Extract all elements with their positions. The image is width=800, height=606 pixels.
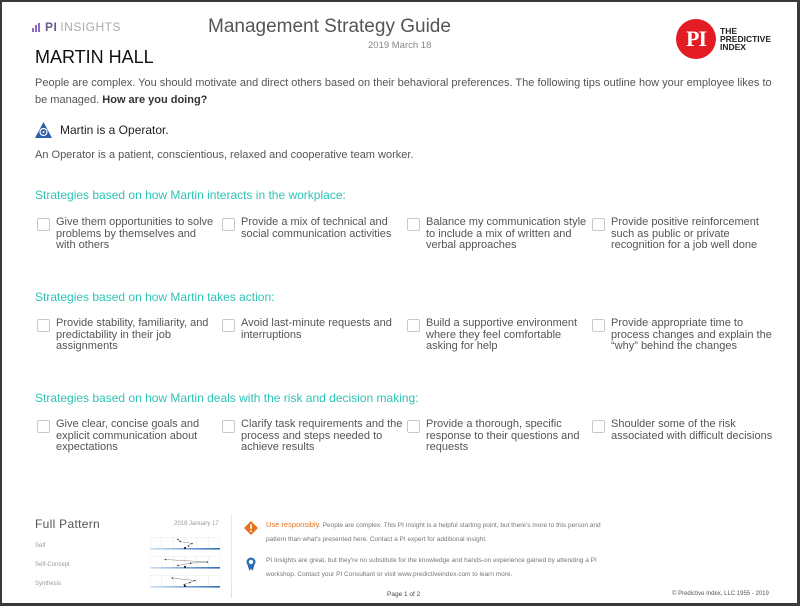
pattern-chart-self-concept — [150, 556, 220, 570]
strategy-row-risk — [37, 419, 777, 454]
predictive-index-logo — [676, 19, 771, 59]
warning-icon — [244, 521, 258, 535]
pattern-chart-self — [150, 537, 220, 551]
strategy-item[interactable]: Avoid last-minute requests and interruptions — [222, 318, 407, 353]
logo-wordmark: THE PREDICTIVE INDEX — [720, 26, 772, 52]
pattern-point — [177, 565, 179, 567]
strategy-checkbox[interactable] — [407, 218, 420, 231]
workshop-note: PI Insights are great, but they're no substitute for the knowledge and hands-on experience gained by attending a PI workshop. Contact your PI Consultant or visit www.predictiveindex.com to learn more. — [244, 554, 606, 582]
pattern-axis-center — [184, 547, 186, 549]
pattern-point — [189, 582, 191, 584]
strategy-checkbox[interactable] — [407, 319, 420, 332]
strategy-item[interactable]: Give clear, concise goals and explicit communication about expectations — [37, 419, 222, 454]
pattern-point — [165, 559, 167, 561]
profile-heading — [35, 122, 169, 138]
strategy-checkbox[interactable] — [407, 420, 420, 433]
strategy-checkbox[interactable] — [592, 319, 605, 332]
strategy-item[interactable]: Balance my communication style to include a mix of written and verbal approaches — [407, 217, 592, 252]
pi-logo-mark: PI — [676, 19, 716, 59]
copyright: © Predictive Index, LLC 1955 - 2019 — [672, 591, 769, 597]
section-title-risk: Strategies based on how Martin deals with the risk and decision making: — [35, 391, 419, 405]
strategy-item[interactable]: Provide a thorough, specific response to their questions and requests — [407, 419, 592, 454]
strategy-item[interactable]: Provide appropriate time to process changes and explain the “why” behind the changes — [592, 318, 777, 353]
strategy-checkbox[interactable] — [37, 420, 50, 433]
strategy-row-action — [37, 318, 777, 353]
strategy-item[interactable]: Build a supportive environment where they feel comfortable asking for help — [407, 318, 592, 353]
pattern-point — [207, 561, 209, 563]
strategy-checkbox[interactable] — [592, 218, 605, 231]
award-ribbon-icon — [244, 557, 258, 571]
pi-insights-brand — [32, 20, 121, 34]
strategy-checkbox[interactable] — [222, 218, 235, 231]
strategy-checkbox[interactable] — [37, 218, 50, 231]
strategy-item[interactable]: Provide a mix of technical and social communication activities — [222, 217, 407, 252]
brand-suffix: INSIGHTS — [60, 20, 122, 34]
strategy-item[interactable]: Give them opportunities to solve problems by themselves and with others — [37, 217, 222, 252]
strategy-checkbox[interactable] — [592, 420, 605, 433]
section-title-workplace: Strategies based on how Martin interacts in the workplace: — [35, 188, 346, 202]
pattern-label-self: Self — [35, 543, 46, 549]
pattern-label-self-concept: Self-Concept — [35, 562, 70, 568]
pattern-point — [179, 541, 181, 543]
pattern-point — [177, 539, 179, 541]
pattern-point — [194, 580, 196, 582]
pattern-point — [191, 543, 193, 545]
full-pattern-title: Full Pattern — [35, 517, 100, 531]
profile-label: Martin is a Operator. — [60, 123, 169, 137]
page-number: Page 1 of 2 — [387, 591, 421, 598]
person-name: MARTIN HALL — [35, 47, 154, 67]
strategy-checkbox[interactable] — [222, 319, 235, 332]
strategy-checkbox[interactable] — [37, 319, 50, 332]
strategy-row-workplace — [37, 217, 777, 252]
how-are-you-doing: How are you doing? — [102, 94, 208, 106]
use-responsibly-note: Use responsibly. People are complex. This PI Insight is a helpful starting point, but there's more to this person and pattern than what's presented here. Contact a PI expert for additional insight. — [244, 518, 606, 547]
strategy-checkbox[interactable] — [222, 420, 235, 433]
full-pattern-date: 2018 January 17 — [174, 521, 219, 527]
strategy-item[interactable]: Clarify task requirements and the process and steps needed to achieve results — [222, 419, 407, 454]
intro-paragraph: People are complex. You should motivate and direct others based on their behavioral preferences. The following tips outline how your employee likes to be managed. How are you doing? — [35, 77, 772, 106]
strategy-item[interactable]: Shoulder some of the risk associated with difficult decisions — [592, 419, 777, 454]
pattern-chart-synthesis — [150, 575, 220, 589]
operator-profile-icon — [35, 122, 52, 138]
brand-prefix: PI — [45, 20, 58, 34]
strategy-item[interactable]: Provide stability, familiarity, and predictability in their job assignments — [37, 318, 222, 353]
section-title-action: Strategies based on how Martin takes action: — [35, 290, 275, 304]
pattern-axis-center — [184, 566, 186, 568]
notes-panel — [231, 514, 601, 586]
document-title: Management Strategy Guide — [208, 16, 451, 37]
pattern-label-synthesis: Synthesis — [35, 581, 62, 587]
pattern-point — [188, 545, 190, 547]
pattern-point — [190, 562, 192, 564]
strategy-item[interactable]: Provide positive reinforcement such as public or private recognition for a job well done — [592, 217, 777, 252]
bar-chart-icon — [32, 23, 40, 32]
full-pattern-panel — [32, 514, 232, 598]
profile-description: An Operator is a patient, conscientious, relaxed and cooperative team worker. — [35, 149, 414, 161]
pattern-point — [184, 584, 186, 586]
pattern-point — [172, 577, 174, 579]
document-date: 2019 March 18 — [368, 40, 432, 51]
